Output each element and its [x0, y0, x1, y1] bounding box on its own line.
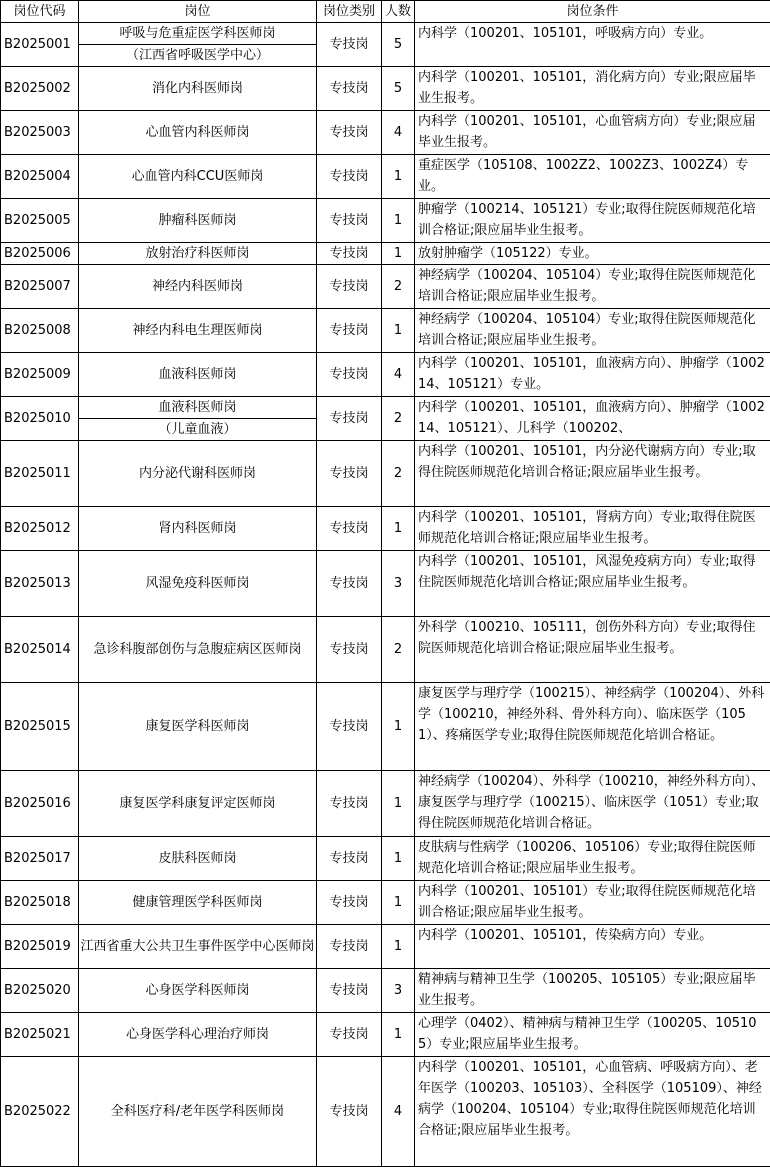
table-row [1, 881, 770, 925]
position-count: 1 [382, 199, 415, 243]
position-condition: 神经病学（100204）、外科学（100210，神经外科方向）、康复医学与理疗学（100215）、临床医学（1051）专业;取得住院医师规范化培训合格证。 [415, 771, 770, 837]
position-category: 专技岗 [317, 353, 382, 397]
position-name-line: 肾内科医师岗 [158, 521, 237, 536]
position-name [79, 837, 317, 881]
position-name [79, 1057, 317, 1167]
position-name-line: 血液科医师岗 [158, 400, 237, 415]
table-row [1, 441, 770, 507]
position-name-line: 内分泌代谢科医师岗 [138, 466, 256, 481]
position-code: B2025012 [1, 507, 79, 551]
position-code: B2025007 [1, 265, 79, 309]
position-name-line: 呼吸与危重症医学科医师岗 [119, 26, 276, 41]
position-count: 2 [382, 441, 415, 507]
position-name [79, 155, 317, 199]
position-condition: 康复医学与理疗学（100215）、神经病学（100204）、外科学（100210，神经外科、骨外科方向）、临床医学（1051）、疼痛医学专业;取得住院医师规范化培训合格证。 [415, 683, 770, 771]
position-name [79, 441, 317, 507]
position-name [79, 353, 317, 397]
position-name [79, 397, 317, 441]
position-name [79, 969, 317, 1013]
position-name-line: 风湿免疫科医师岗 [145, 576, 250, 591]
position-condition: 心理学（0402）、精神病与精神卫生学（100205、105105）专业;限应届毕业生报考。 [415, 1013, 770, 1057]
position-name-line: 心身医学科心理治疗师岗 [125, 1027, 269, 1042]
header-condition: 岗位条件 [415, 1, 770, 23]
position-name-subline: （江西省呼吸医学中心） [79, 44, 317, 66]
position-category: 专技岗 [317, 67, 382, 111]
position-count: 1 [382, 925, 415, 969]
position-code: B2025022 [1, 1057, 79, 1167]
position-category: 专技岗 [317, 881, 382, 925]
position-condition: 肿瘤学（100214、105121）专业;取得住院医师规范化培训合格证;限应届毕业生报考。 [415, 199, 770, 243]
header-position: 岗位 [79, 1, 317, 23]
position-code: B2025010 [1, 397, 79, 441]
position-name [79, 683, 317, 771]
position-name-line: 全科医疗科/老年医学科医师岗 [110, 1104, 285, 1119]
position-category: 专技岗 [317, 397, 382, 441]
position-count: 1 [382, 1013, 415, 1057]
position-name-line: 肿瘤科医师岗 [158, 213, 237, 228]
table-row [1, 111, 770, 155]
position-name [79, 617, 317, 683]
table-row [1, 507, 770, 551]
position-category: 专技岗 [317, 617, 382, 683]
position-name-line: 心血管内科医师岗 [145, 125, 250, 140]
position-condition: 神经病学（100204、105104）专业;取得住院医师规范化培训合格证;限应届毕业生报考。 [415, 309, 770, 353]
position-name [79, 925, 317, 969]
position-category: 专技岗 [317, 507, 382, 551]
position-category: 专技岗 [317, 969, 382, 1013]
position-condition: 精神病与精神卫生学（100205、105105）专业;限应届毕业生报考。 [415, 969, 770, 1013]
position-name [79, 881, 317, 925]
position-code: B2025020 [1, 969, 79, 1013]
position-category: 专技岗 [317, 23, 382, 67]
position-code: B2025017 [1, 837, 79, 881]
position-category: 专技岗 [317, 441, 382, 507]
header-category: 岗位类别 [317, 1, 382, 23]
table-row [1, 397, 770, 441]
position-name-subline: （儿童血液） [79, 418, 317, 440]
position-count: 1 [382, 309, 415, 353]
position-code: B2025016 [1, 771, 79, 837]
position-count: 1 [382, 837, 415, 881]
position-name-line: 急诊科腹部创伤与急腹症病区医师岗 [93, 642, 302, 657]
position-name-line: 心血管内科CCU医师岗 [131, 169, 264, 184]
position-condition: 皮肤病与性病学（100206、105106）专业;取得住院医师规范化培训合格证;限应届毕业生报考。 [415, 837, 770, 881]
position-code: B2025013 [1, 551, 79, 617]
table-row [1, 67, 770, 111]
position-code: B2025014 [1, 617, 79, 683]
position-name [79, 23, 317, 67]
position-category: 专技岗 [317, 683, 382, 771]
table-row [1, 683, 770, 771]
position-count: 5 [382, 23, 415, 67]
position-code: B2025015 [1, 683, 79, 771]
position-count: 1 [382, 507, 415, 551]
position-name [79, 771, 317, 837]
position-name [79, 111, 317, 155]
position-name-line: 消化内科医师岗 [151, 81, 243, 96]
position-code: B2025005 [1, 199, 79, 243]
position-count: 1 [382, 771, 415, 837]
table-body [1, 23, 770, 1167]
position-condition: 内科学（100201、105101，内分泌代谢病方向）专业;取得住院医师规范化培训合格证;限应届毕业生报考。 [415, 441, 770, 507]
position-category: 专技岗 [317, 1057, 382, 1167]
position-count: 3 [382, 969, 415, 1013]
position-condition: 外科学（100210、105111，创伤外科方向）专业;取得住院医师规范化培训合格证;限应届毕业生报考。 [415, 617, 770, 683]
position-condition: 内科学（100201、105101，呼吸病方向）专业。 [415, 23, 770, 67]
position-code: B2025021 [1, 1013, 79, 1057]
position-count: 1 [382, 243, 415, 265]
table-row [1, 551, 770, 617]
position-category: 专技岗 [317, 111, 382, 155]
position-count: 3 [382, 551, 415, 617]
position-name-line: 放射治疗科医师岗 [145, 246, 250, 261]
position-count: 4 [382, 1057, 415, 1167]
table-row [1, 1057, 770, 1167]
position-name-line: 健康管理医学科医师岗 [132, 895, 263, 910]
position-code: B2025011 [1, 441, 79, 507]
position-name [79, 265, 317, 309]
table-row [1, 771, 770, 837]
position-name-line: 康复医学科医师岗 [145, 719, 250, 734]
position-name [79, 551, 317, 617]
position-condition: 内科学（100201、105101，心血管病、呼吸病方向）、老年医学（100203、105103）、全科医学（105109）、神经病学（100204、105104）专业;取得住院医师规范化培训合格证;限应届毕业生报考。 [415, 1057, 770, 1167]
position-count: 2 [382, 617, 415, 683]
position-count: 1 [382, 683, 415, 771]
position-condition: 内科学（100201、105101，传染病方向）专业。 [415, 925, 770, 969]
header-count: 人数 [382, 1, 415, 23]
position-code: B2025018 [1, 881, 79, 925]
position-code: B2025002 [1, 67, 79, 111]
position-name-line: 江西省重大公共卫生事件医学中心医师岗 [80, 939, 315, 954]
position-count: 1 [382, 155, 415, 199]
position-name-line: 神经内科电生理医师岗 [132, 323, 263, 338]
position-category: 专技岗 [317, 771, 382, 837]
position-name-line: 神经内科医师岗 [151, 279, 243, 294]
table-row [1, 309, 770, 353]
position-category: 专技岗 [317, 551, 382, 617]
position-name-line: 康复医学科康复评定医师岗 [119, 796, 276, 811]
table-row [1, 243, 770, 265]
position-category: 专技岗 [317, 265, 382, 309]
position-name-line: 血液科医师岗 [158, 367, 237, 382]
position-name [79, 1013, 317, 1057]
position-condition: 内科学（100201、105101，血液病方向）、肿瘤学（100214、105121）、儿科学（100202、 [415, 397, 770, 441]
position-count: 1 [382, 881, 415, 925]
position-category: 专技岗 [317, 309, 382, 353]
position-category: 专技岗 [317, 1013, 382, 1057]
table-row [1, 353, 770, 397]
position-condition: 放射肿瘤学（105122）专业。 [415, 243, 770, 265]
position-condition: 重症医学（105108、1002Z2、1002Z3、1002Z4）专业。 [415, 155, 770, 199]
position-condition: 神经病学（100204、105104）专业;取得住院医师规范化培训合格证;限应届毕业生报考。 [415, 265, 770, 309]
position-count: 2 [382, 397, 415, 441]
position-condition: 内科学（100201、105101，肾病方向）专业;取得住院医师规范化培训合格证;限应届毕业生报考。 [415, 507, 770, 551]
table-row [1, 23, 770, 67]
position-code: B2025006 [1, 243, 79, 265]
table-row [1, 155, 770, 199]
position-code: B2025009 [1, 353, 79, 397]
position-name [79, 507, 317, 551]
position-count: 4 [382, 353, 415, 397]
position-name [79, 67, 317, 111]
table-row [1, 265, 770, 309]
position-condition: 内科学（100201、105101，血液病方向）、肿瘤学（100214、105121）专业。 [415, 353, 770, 397]
position-name [79, 199, 317, 243]
position-category: 专技岗 [317, 837, 382, 881]
position-category: 专技岗 [317, 243, 382, 265]
position-category: 专技岗 [317, 925, 382, 969]
position-name [79, 309, 317, 353]
position-name [79, 243, 317, 265]
position-code: B2025019 [1, 925, 79, 969]
position-code: B2025008 [1, 309, 79, 353]
table-row [1, 837, 770, 881]
position-condition: 内科学（100201、105101）专业;取得住院医师规范化培训合格证;限应届毕业生报考。 [415, 881, 770, 925]
position-count: 2 [382, 265, 415, 309]
position-name-line: 皮肤科医师岗 [158, 851, 237, 866]
position-code: B2025004 [1, 155, 79, 199]
position-count: 5 [382, 67, 415, 111]
position-code: B2025003 [1, 111, 79, 155]
position-name-line: 心身医学科医师岗 [145, 983, 250, 998]
table-row [1, 925, 770, 969]
table-row [1, 617, 770, 683]
header-code: 岗位代码 [1, 1, 79, 23]
table-row [1, 969, 770, 1013]
position-count: 4 [382, 111, 415, 155]
position-code: B2025001 [1, 23, 79, 67]
table-row [1, 1013, 770, 1057]
header-row [1, 1, 770, 23]
table-row [1, 199, 770, 243]
position-category: 专技岗 [317, 155, 382, 199]
position-condition: 内科学（100201、105101，消化病方向）专业;限应届毕业生报考。 [415, 67, 770, 111]
position-condition: 内科学（100201、105101，风湿免疫病方向）专业;取得住院医师规范化培训合格证;限应届毕业生报考。 [415, 551, 770, 617]
position-condition: 内科学（100201、105101，心血管病方向）专业;限应届毕业生报考。 [415, 111, 770, 155]
position-category: 专技岗 [317, 199, 382, 243]
